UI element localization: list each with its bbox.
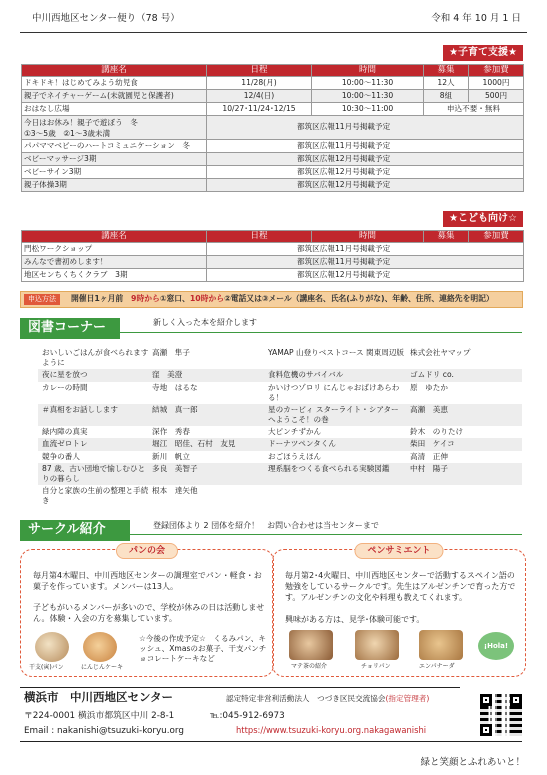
empanada-photo — [419, 630, 463, 660]
choripan-photo — [355, 630, 399, 660]
circle-title: サークル紹介 — [20, 520, 130, 541]
col-fee: 参加費 — [469, 65, 524, 77]
table-row: 親子体操3期 都筑区広報12月号掲載予定 — [22, 179, 524, 192]
list-item: 87 歳、古い団地で愉しむひとりの暮らし 多良 美智子 理系脳をつくる食べられる実験図鑑 中村 陽子 — [38, 463, 522, 485]
pensamiento-card: ペンサミエント 毎月第2･4火曜日、中川西地区センターで活動するスペイン語の勉強をしているサークルです。先生はアルゼンチンで育った方です。アルゼンチンの文化や料理も教えてくれます。 興味がある方は、見学･体験可能です。 マテ茶の紹介 チョリパン エンパナーダ — [272, 549, 526, 677]
qr-code-icon[interactable] — [480, 694, 522, 736]
table-row: パパママベビーのハートコミュニケーション 冬 都筑区広報11月号掲載予定 — [22, 140, 524, 153]
list-item: ＃真相をお話しします 結城 真一郎 星のカービィ スターライト・シアターへようこそ！の巻 高瀬 美恵 — [38, 404, 522, 426]
hola-speech-bubble: ¡Hola! — [478, 632, 514, 660]
address: 〒224-0001 横浜市都筑区中川 2-8-1 — [24, 711, 175, 721]
table-row: 今日はお休み！親子で遊ぼう 冬 ①3～5歳 ②1～3歳未満 都筑区広報11月号掲載予定 — [22, 116, 524, 140]
mate-tea-photo — [289, 630, 333, 660]
application-label: 申込方法 — [24, 294, 60, 305]
list-item: 自分と家族の生前の整理と手続き 根本 達矢他 — [42, 486, 198, 506]
circle-subtitle: 登録団体より 2 団体を紹介！ お問い合わせは当センターまで — [153, 521, 379, 530]
col-fee: 参加費 — [469, 231, 524, 243]
col-time: 時間 — [312, 65, 424, 77]
col-recruit: 募集 — [424, 65, 469, 77]
col-date: 日程 — [207, 231, 312, 243]
issue-date: 令和 4 年 10 月 1 日 — [431, 13, 521, 24]
email-link[interactable]: Email : nakanishi@tsuzuki-koryu.org — [24, 726, 184, 736]
table-row: ドキドキ！はじめてみよう幼児食 11/28(月) 10:00～11:30 12人 1000円 — [22, 77, 524, 90]
col-date: 日程 — [207, 65, 312, 77]
list-item: カレーの時間 寺地 はるな かいけつゾロリ にんじゃおばけあらわる！ 原 ゆたか — [42, 382, 448, 402]
website-link[interactable]: https://www.tsuzuki-koryu.org.nakagawanishi — [236, 725, 427, 735]
library-divider — [120, 332, 522, 333]
footer-divider — [20, 687, 460, 688]
kids-tag: ★こども向け☆ — [443, 211, 523, 227]
application-text: 開催日1ヶ月前 9時から①窓口、10時から②電話又は③メール（講座名、氏名(ふりがな)、年齢、住所、連絡先を明記） — [71, 294, 494, 303]
list-item: 血流ゼロトレ 堀江 昭佳、石村 友見 ドーナツペンタくん 柴田 ケイコ — [38, 438, 522, 451]
list-item: おいしいごはんが食べられますように 高瀬 隼子 YAMAP 山登りベストコース 関東周辺版 株式会社ヤマップ — [42, 348, 471, 367]
col-course: 講座名 — [22, 231, 207, 243]
slogan: 緑と笑顔とふれあいと！ — [420, 757, 525, 768]
table-row: 門松ワークショップ 都筑区広報11月号掲載予定 — [22, 243, 524, 256]
header-divider — [20, 32, 527, 33]
table-row: ベビーマッサージ3期 都筑区広報12月号掲載予定 — [22, 153, 524, 166]
phone: ℡:045-912-6973 — [210, 711, 285, 721]
table-row: 地区センちくちくクラブ 3期 都筑区広報12月号掲載予定 — [22, 269, 524, 282]
application-banner — [20, 291, 523, 308]
table-row: 親子でネイチャーゲーム(未就園児と保護者) 12/4(日) 10:00～11:30 8組 500円 — [22, 90, 524, 103]
circle-divider — [130, 534, 522, 535]
newsletter-title: 中川西地区センター便り（78 号） — [32, 13, 180, 24]
library-subtitle: 新しく入った本を紹介します — [153, 318, 257, 327]
list-item: 競争の番人 新川 帆立 おごほうえほん 高清 正伸 — [42, 451, 448, 461]
table-row: おはなし広場 10/27･11/24･12/15 10:30～11:00 申込不要・無料 — [22, 103, 524, 116]
col-course: 講座名 — [22, 65, 207, 77]
center-name: 横浜市 中川西地区センター — [24, 690, 174, 704]
pensamiento-title: ペンサミエント — [354, 543, 443, 559]
operator-name: 認定特定非営利活動法人 つづき区民交流協会(指定管理者) — [226, 694, 430, 703]
library-title: 図書コーナー — [20, 318, 120, 339]
pan-club-title: パンの会 — [116, 543, 178, 559]
childcare-table — [21, 64, 524, 192]
list-item: 夜に星を放つ 窪 美澄 食料危機のサバイバル ゴムドリ co. — [38, 369, 522, 382]
list-item: 緑内障の真実 深作 秀春 大ピンチずかん 鈴木 のりたけ — [42, 426, 464, 436]
table-row: ベビーサイン3期 都筑区広報12月号掲載予定 — [22, 166, 524, 179]
eto-bread-photo — [35, 632, 69, 662]
childcare-tag: ★子育て支援★ — [443, 45, 523, 61]
page-header — [20, 14, 527, 28]
footer-bottom-line — [20, 741, 522, 742]
carrot-cake-photo — [83, 632, 117, 662]
col-recruit: 募集 — [424, 231, 469, 243]
book-list — [38, 347, 522, 507]
col-time: 時間 — [312, 231, 424, 243]
kids-table — [21, 230, 524, 282]
table-row: みんなで書初めします！ 都筑区広報11月号掲載予定 — [22, 256, 524, 269]
pan-club-card: パンの会 毎月第4木曜日、中川西地区センターの調理室でパン・軽食・お菓子を作っています。メンバーは13人。 子どもがいるメンバーが多いので、学校が休みの日は活動しません。体験・入会の方を募集しています。 干支(寅)パン にんじんケーキ ☆今後の作成予定☆ くるみパン、キッシュ、Xmasのお菓子、干支パンチョコレートケーキなど — [20, 549, 274, 677]
